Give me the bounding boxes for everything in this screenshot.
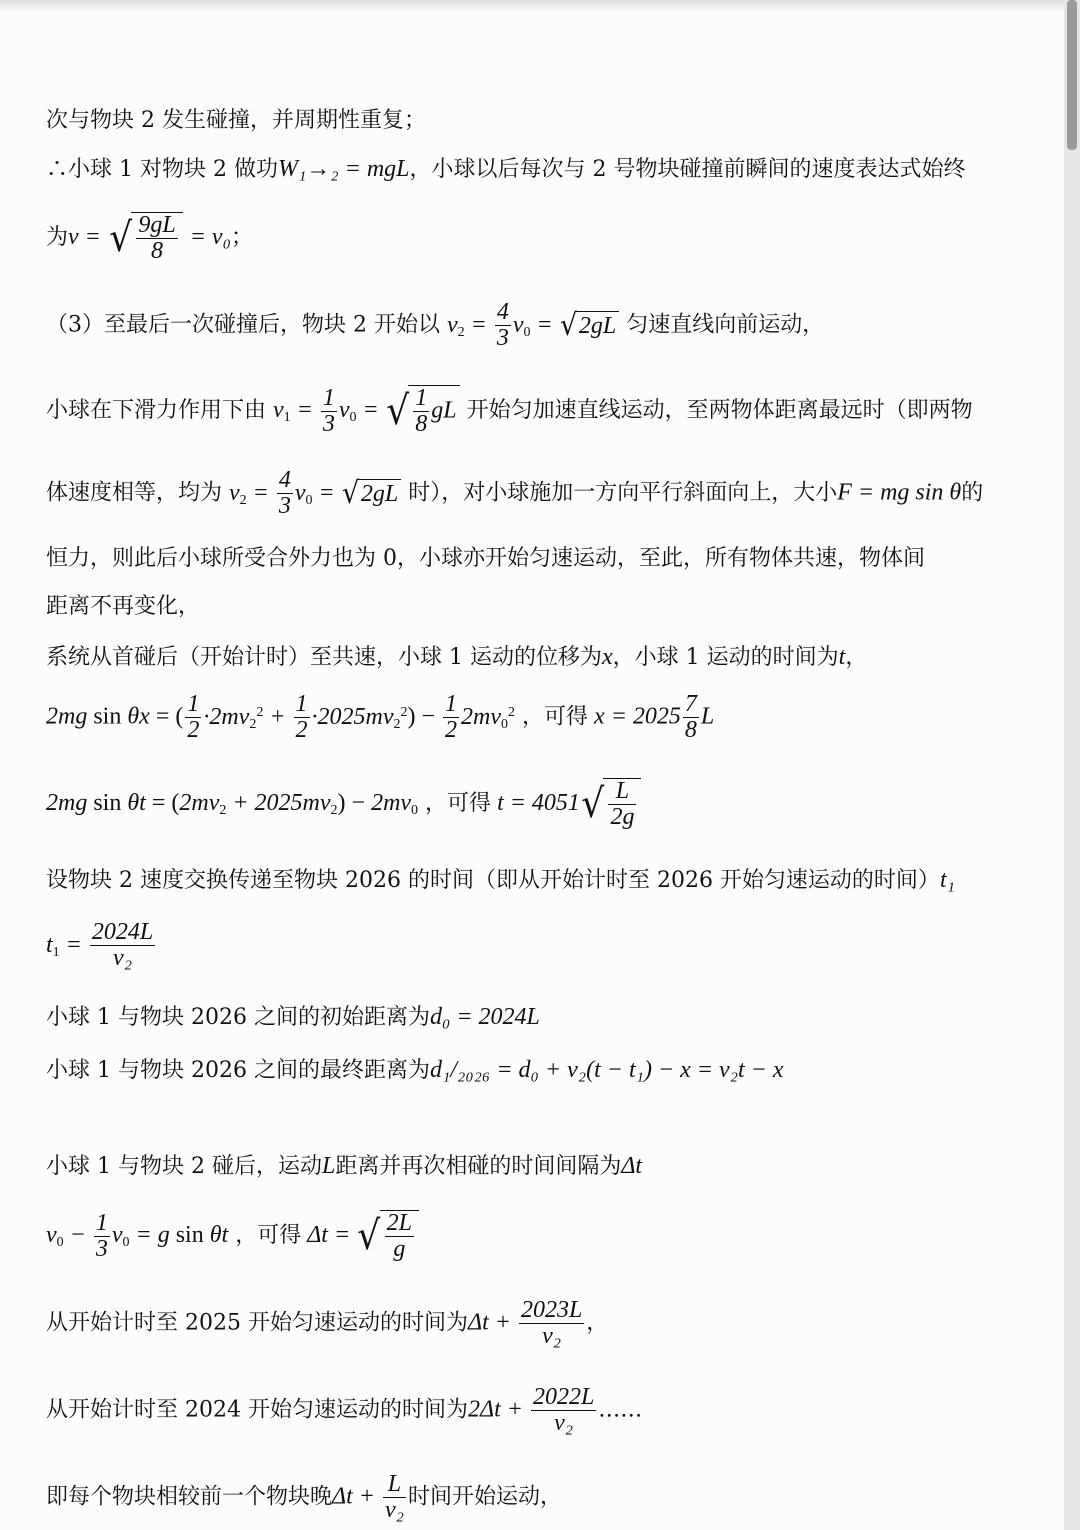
text-line: 从开始计时至 2024 开始匀速运动的时间为2Δt + $\frac{2022L}{\text{v₂}}$ …… — [46, 1384, 643, 1437]
text-line: 设物块 2 速度交换传递至物块 2026 的时间（即从开始计时至 2026 开始匀速运动的时间）t₁ — [46, 867, 955, 893]
scrollbar-thumb[interactable] — [1067, 0, 1077, 150]
scrollbar[interactable] — [1064, 0, 1080, 1530]
text-line: 即每个物块相较前一个物块晚Δt + $\frac{L}{\text{v₂}}$ 时间开始运动， — [46, 1471, 562, 1524]
text-line: 小球 1 与物块 2026 之间的初始距离为d₀ = 2024L — [46, 1004, 540, 1030]
text-line: 小球在下滑力作用下由 $v_1$ = $\frac{1}{3}$ $v_0$ = √ $\frac{1}{8}$ gL 开始匀加速直线运动，至两物体距离最远时（即两物 — [46, 384, 973, 438]
text-line: 次与物块 2 发生碰撞，并周期性重复； — [46, 108, 426, 133]
text-line: 从开始计时至 2025 开始匀速运动的时间为Δt + $\frac{2023L}{\text{v₂}}$ ， — [46, 1297, 609, 1350]
text-line: 系统从首碰后（开始计时）至共速，小球 1 运动的位移为x，小球 1 运动的时间为t， — [46, 644, 868, 670]
equation-line: 2mg $\sin \theta t = (2mv_2 + 2025mv_2) - 2mv_0$ ，可得 t = 4051√ $\frac{L}{2g}$ — [46, 778, 641, 830]
equation-line: $v_0$ − $\frac{1}{3}$ $v_0 = g$ sin θt ，可得 Δt = √ $\frac{2L}{g}$ — [46, 1210, 419, 1262]
text-line: （3）至最后一次碰撞后，物块 2 开始以 $v_2$ = $\frac{4}{3}$ $v_0 = √2gL$ 匀速直线向前运动， — [46, 299, 825, 352]
text-line: 小球 1 与物块 2 碰后，运动L距离并再次相碰的时间间隔为Δt — [46, 1153, 643, 1179]
math-work: W₁→₂ = mgL — [277, 156, 410, 182]
text-line: 恒力，则此后小球所受合外力也为 0，小球亦开始匀速运动，至此，所有物体共速，物体间 — [46, 546, 925, 571]
text-line: 距离不再变化， — [46, 594, 201, 619]
text-line: ∴小球 1 对物块 2 做功W₁→₂ = mgL，小球以后每次与 2 号物块碰撞前瞬间的速度表达式始终 — [46, 156, 966, 182]
text-line: 体速度相等，均为 $v_2$ = $\frac{4}{3}$ $v_0 = √2gL$ 时），对小球施加一方向平行斜面向上，大小F = mg sin θ的 — [46, 467, 984, 520]
equation-line: 2mg sin θx = ( $\frac{1}{2}$ $\cdot 2mv_2^2$ + $\frac{1}{2}$ $\cdot 2025mv_2^2$) − $\frac{1}{2}$ $2mv_0^2$ ，可得 x = 2025 $\frac{7}{8}$ L — [46, 691, 715, 744]
text-line: 小球 1 与物块 2026 之间的最终距离为d₁/₂₀₂₆ = d₀ + v₂(t − t₁) − x = v₂t − x — [46, 1057, 784, 1083]
text-line: 为v = √ $\frac{9gL}{8}$ = v₀； — [46, 212, 253, 265]
equation-line: $t_1$ = $\frac{2024L}{\text{v₂}}$ — [46, 919, 154, 972]
top-shadow — [0, 0, 1080, 12]
